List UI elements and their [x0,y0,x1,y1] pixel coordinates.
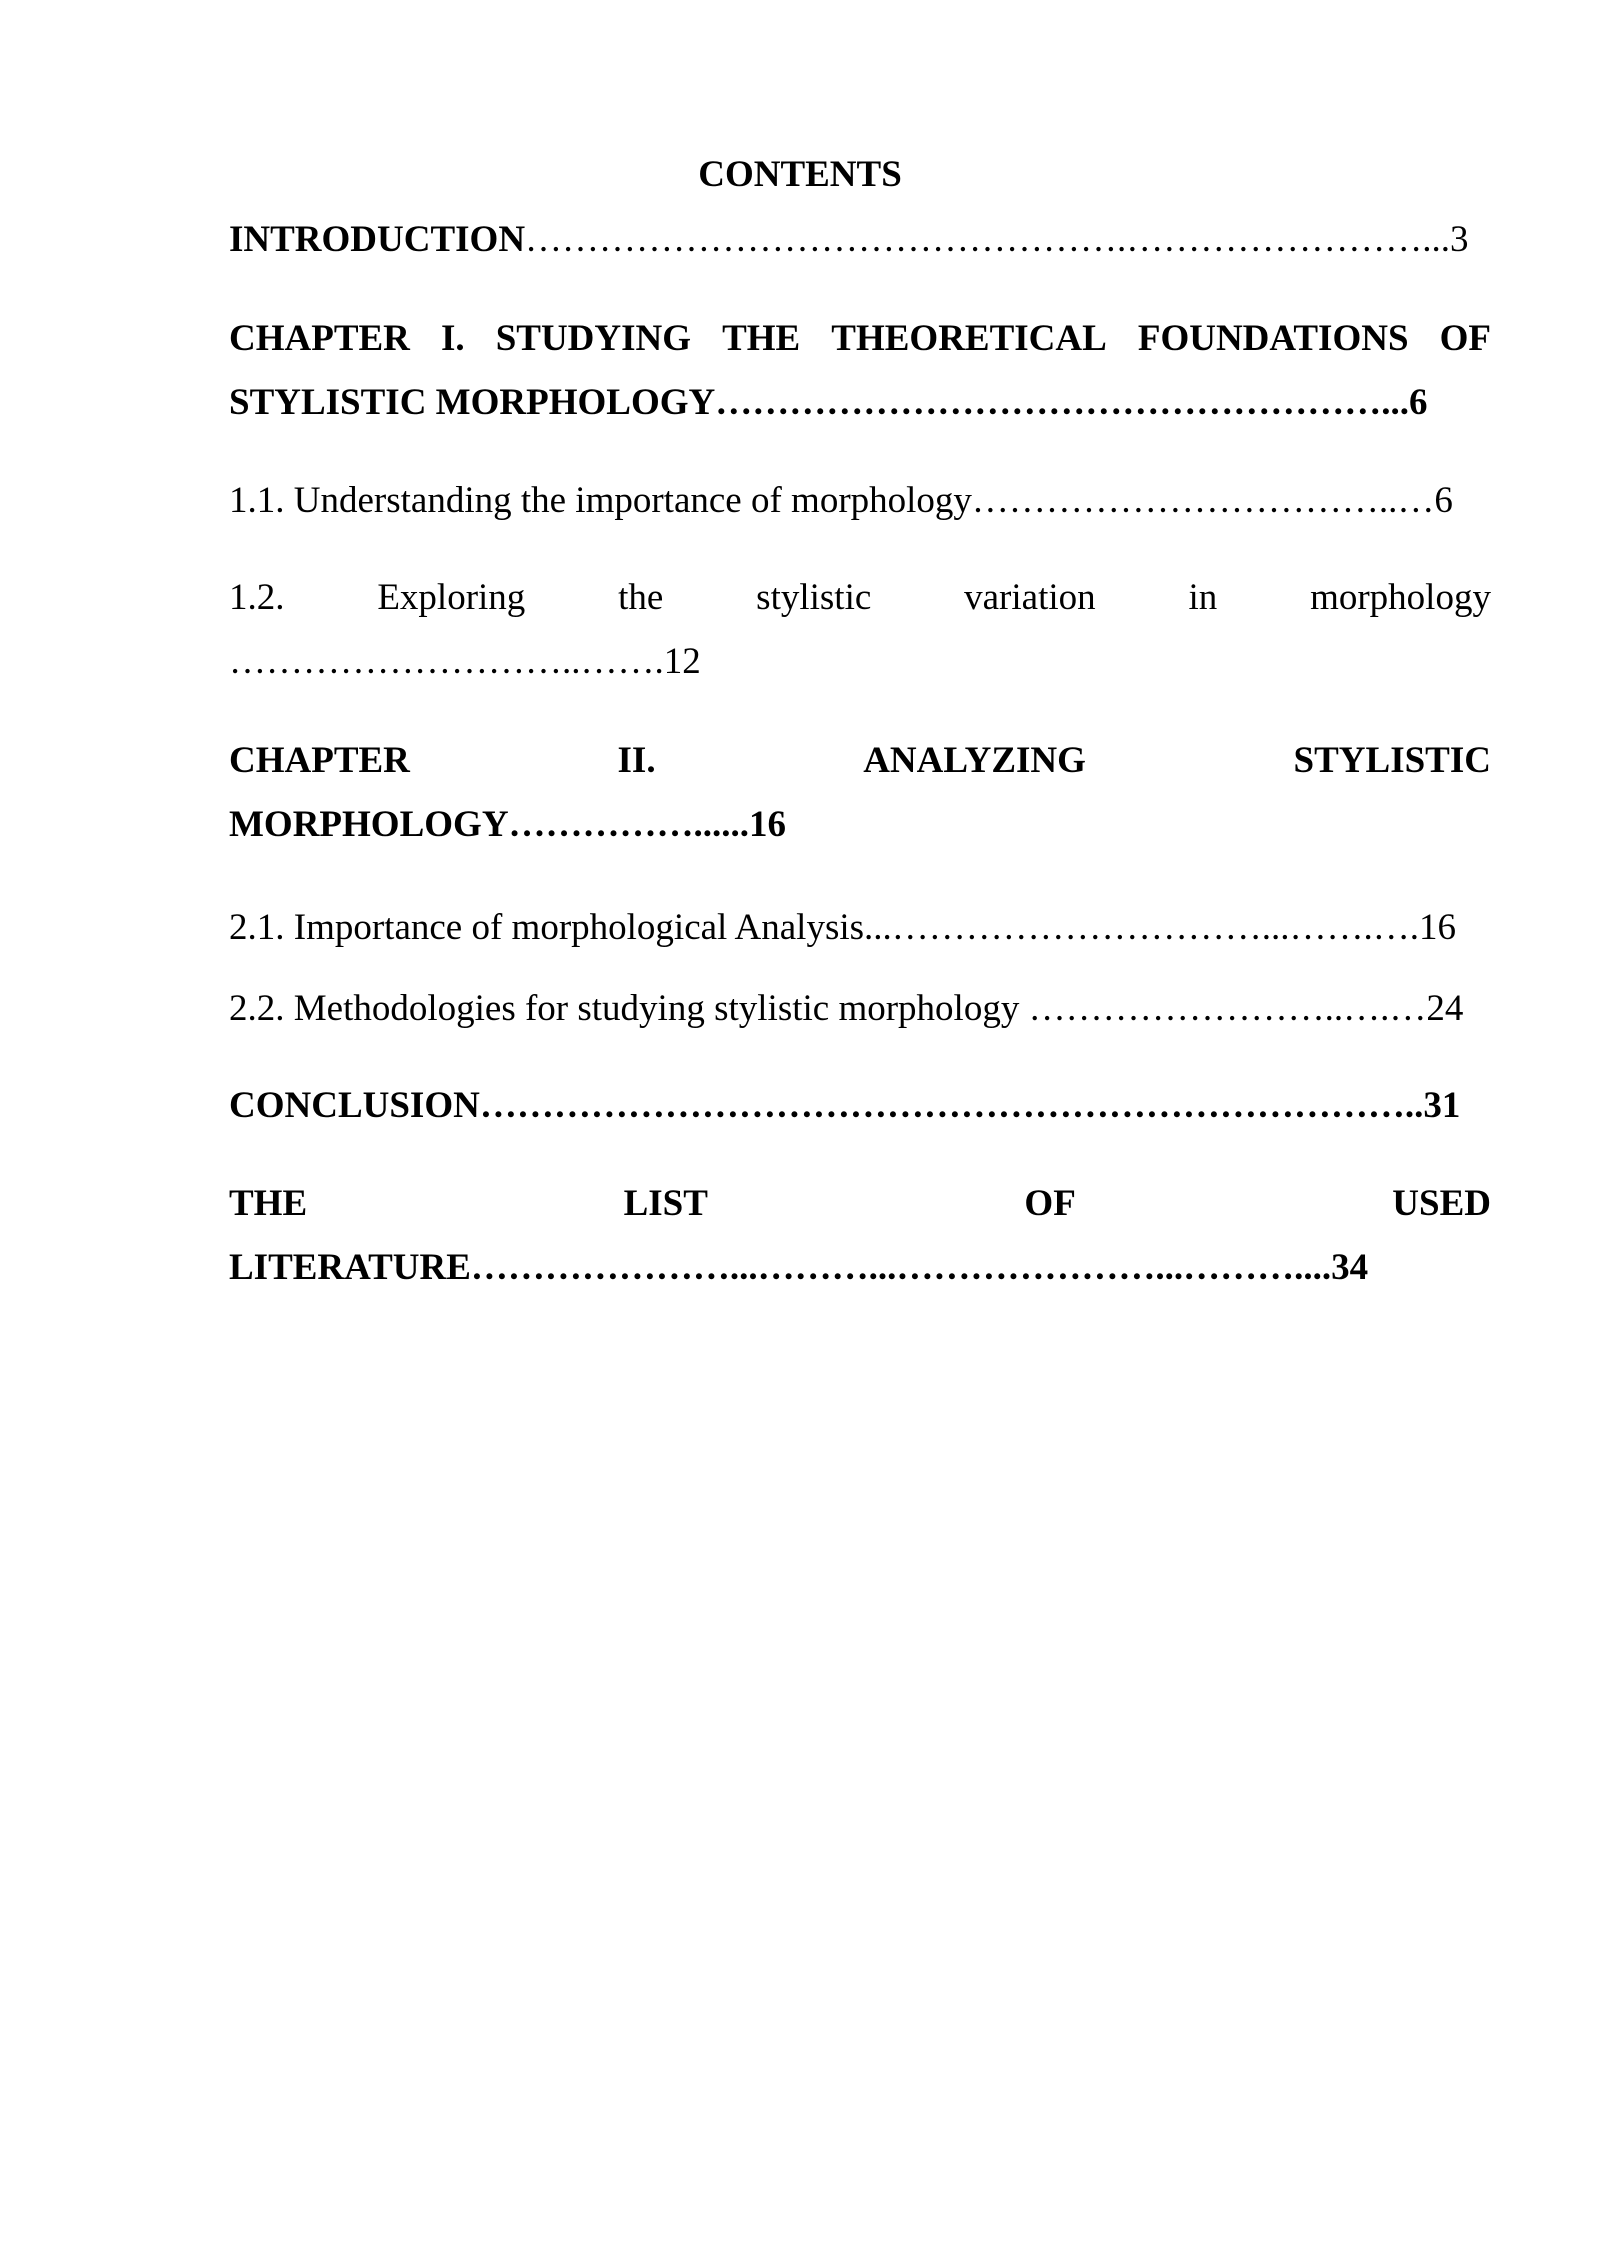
toc-word: CHAPTER [229,740,410,781]
toc-entry-section-2-1: 2.1. Importance of morphological Analysis...…………………………...…….….16 [229,907,1457,948]
toc-word: STUDYING [495,318,692,359]
toc-word: the [618,577,664,618]
toc-entry-section-1-1: 1.1. Understanding the importance of morphology……………………………..…6 [229,480,1453,521]
toc-introduction-text [229,208,1491,272]
toc-word: THE [229,1183,308,1224]
toc-entry-chapter-2 [229,729,1491,857]
contents-heading: CONTENTS [698,154,902,195]
toc-literature-line-1 [229,1172,1491,1236]
toc-chapter-1-line-2: STYLISTIC MORPHOLOGY………………………………………………...6 [229,382,1428,423]
toc-word: THEORETICAL [831,318,1107,359]
toc-word: THE [722,318,801,359]
toc-word: OF [1024,1183,1076,1224]
toc-entry-introduction [229,208,1491,272]
toc-chapter-2-line-1 [229,729,1491,793]
toc-word: I. [440,318,465,359]
toc-word: variation [964,577,1096,618]
toc-word: morphology [1310,577,1491,618]
toc-word: stylistic [756,577,872,618]
toc-word: in [1188,577,1218,618]
toc-word: Exploring [377,577,526,618]
toc-section-1-2-line-2: ………………………..…….12 [229,641,701,682]
toc-word: LIST [623,1183,708,1224]
toc-chapter-1-line-1 [229,307,1491,371]
toc-word: USED [1392,1183,1491,1224]
toc-word: STYLISTIC [1293,740,1491,781]
toc-entry-chapter-1 [229,307,1491,435]
toc-section-1-2-line-1 [229,566,1491,630]
toc-chapter-2-line-2: MORPHOLOGY……………......16 [229,804,787,845]
toc-word: FOUNDATIONS [1137,318,1409,359]
toc-entry-section-1-2 [229,566,1491,694]
toc-word: 1.2. [229,577,285,618]
toc-literature-line-2: LITERATURE…………………...………...…………………...………....34 [229,1247,1369,1288]
toc-word: CHAPTER [229,318,410,359]
toc-introduction-leader: ………………………………………….……………………...3 [525,219,1469,260]
toc-word: II. [617,740,656,781]
toc-entry-conclusion: CONCLUSION…………………………………………………………………..31 [229,1085,1461,1126]
toc-word: OF [1439,318,1491,359]
toc-entry-literature [229,1172,1491,1300]
toc-entry-section-2-2: 2.2. Methodologies for studying stylistic morphology ……………………..….…24 [229,988,1464,1029]
toc-word: ANALYZING [863,740,1086,781]
toc-introduction-label: INTRODUCTION [229,219,526,260]
